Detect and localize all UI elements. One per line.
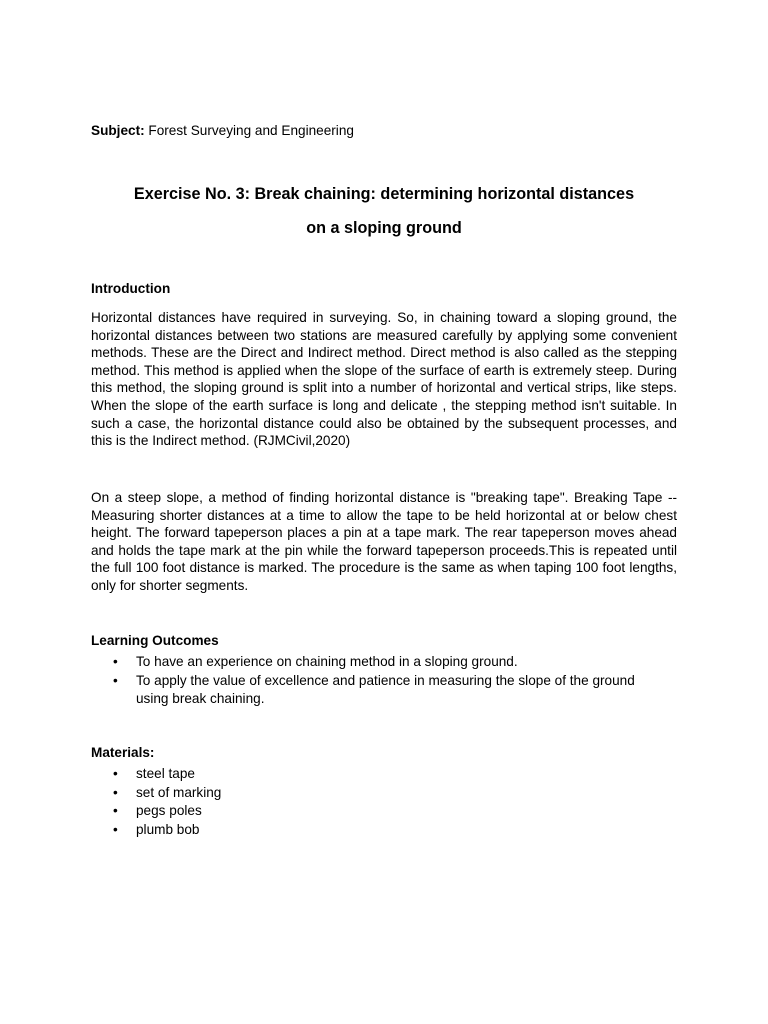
subject-label: Subject: — [91, 123, 145, 138]
bullet-icon: • — [113, 803, 118, 819]
exercise-title-line-2: on a sloping ground — [306, 219, 462, 237]
learning-outcome-text: To apply the value of excellence and patience in measuring the slope of the ground using break chaining. — [136, 672, 635, 707]
list-item — [91, 672, 651, 709]
list-item — [91, 821, 651, 840]
material-text: plumb bob — [136, 821, 200, 837]
list-item — [91, 784, 651, 803]
subject-value: Forest Surveying and Engineering — [148, 123, 354, 138]
introduction-heading: Introduction — [91, 281, 171, 296]
bullet-icon: • — [113, 784, 118, 800]
exercise-title-line-1: Exercise No. 3: Break chaining: determining horizontal distances — [133, 185, 635, 203]
bullet-icon: • — [113, 821, 118, 837]
material-text: set of marking — [136, 784, 222, 800]
material-text: pegs poles — [136, 803, 202, 819]
list-item — [91, 653, 651, 672]
bullet-icon: • — [113, 766, 118, 781]
materials-list — [91, 765, 651, 839]
introduction-paragraph-1: Horizontal distances have required in surveying. So, in chaining toward a sloping ground, the horizontal distances between two stations are measured carefully by applying some convenient methods. These are the Direct and Indirect method. Direct method is also called as the stepping method. This method is applied when the slope of the surface of earth is extremely steep. During this method, the sloping ground is split into a number of horizontal and vertical strips, like steps. When the slope of the earth surface is long and delicate , the stepping method isn't suitable. In such a case, the horizontal distance could also be obtained by the subsequent processes, and this is the Indirect method. (RJMCivil,2020) — [91, 310, 677, 449]
subject-line — [91, 122, 354, 140]
introduction-paragraph-2: On a steep slope, a method of finding horizontal distance is "breaking tape". Breaking Tape -- Measuring shorter distances at a time to allow the tape to be held horizontal at or below chest height. The forward tapeperson places a pin at a tape mark. The rear tapeperson moves ahead and holds the tape mark at the pin while the forward tapeperson proceeds.This is repeated until the full 100 foot distance is marked. The procedure is the same as when taping 100 foot lengths, only for shorter segments. — [91, 490, 677, 593]
bullet-icon: • — [113, 672, 118, 688]
bullet-icon: • — [113, 654, 118, 669]
list-item — [91, 765, 651, 784]
material-text: steel tape — [136, 766, 195, 781]
learning-outcomes-list — [91, 653, 651, 709]
learning-outcome-text: To have an experience on chaining method in a sloping ground. — [136, 654, 518, 669]
list-item — [91, 802, 651, 821]
learning-outcomes-heading: Learning Outcomes — [91, 633, 219, 648]
materials-heading: Materials: — [91, 745, 155, 760]
